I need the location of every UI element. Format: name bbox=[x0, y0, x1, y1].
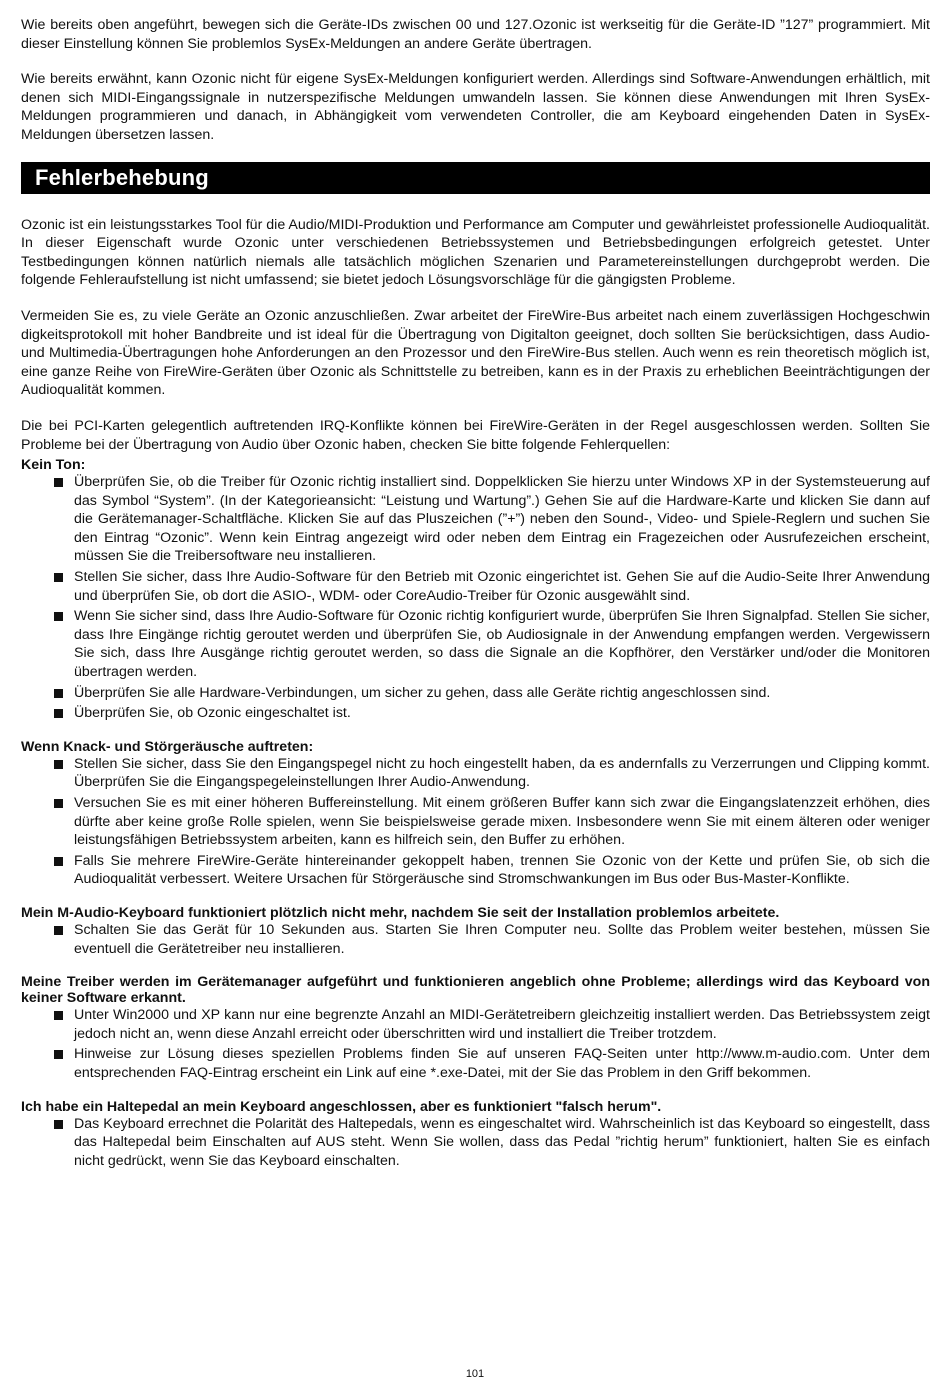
page-number: 101 bbox=[465, 1368, 485, 1380]
section-heading: Meine Treiber werden im Gerätemanager aufgeführt und funktionieren angeblich ohne Probleme; allerdings wird das Keyboard von keiner Software erkannt. bbox=[21, 974, 930, 1007]
square-bullet-icon bbox=[54, 709, 63, 718]
intro-paragraph-2: Wie bereits erwähnt, kann Ozonic nicht für eigene SysEx-Meldungen konfiguriert werden. Allerdings sind Software-Anwendungen erhältlich, mit denen sich MIDI-Eingangssignale in nutzerspezifische Meldungen umwandeln lassen. Sie können diese Anwendungen mit Ihren SysEx-Meldungen programmieren und danach, in Abhängigkeit vom verwendeten Controller, die am Keyboard eingehenden Daten in SysEx-Meldungen übersetzen lassen. bbox=[21, 71, 930, 143]
bullet-list bbox=[21, 1115, 930, 1171]
bullet-list bbox=[21, 921, 930, 958]
section-title: Fehlerbehebung bbox=[35, 164, 209, 190]
square-bullet-icon bbox=[54, 760, 63, 769]
body-paragraph-2: Vermeiden Sie es, zu viele Geräte an Ozonic anzuschließen. Zwar arbeitet der FireWire-Bus arbeitet nach einem zuverlässigen Hochgeschwin digkeitsprotokoll mit hoher Bandbreite und ist ideal für die Übertragung von Digitalton geeignet, doch sollten Sie berücksichtigen, dass Audio- und Multimedia-Übertragungen hohe Anforderungen an den Prozessor und den FireWire-Bus stellen. Auch wenn es rein theoretisch möglich ist, eine ganze Reihe von FireWire-Geräten über Ozonic als Schnittstelle zu betreiben, kann es in der Praxis zu erheblichen Beeinträchtigungen der Audioqualität kommen. bbox=[21, 307, 930, 399]
section-heading: Mein M-Audio-Keyboard funktioniert plötzlich nicht mehr, nachdem Sie seit der Installation problemlos arbeitete. bbox=[21, 904, 780, 921]
square-bullet-icon bbox=[54, 857, 63, 866]
list-item: Unter Win2000 und XP kann nur eine begrenzte Anzahl an MIDI-Gerätetreibern gleichzeitig installiert werden. Das Betriebssystem zeigt jedoch nicht an, wenn diese Anzahl erreicht oder überschritten wird und installiert die Treiber trotzdem. bbox=[21, 1006, 930, 1043]
document-page bbox=[21, 16, 930, 1186]
troubleshoot-section-keyboard-stopped bbox=[21, 905, 930, 958]
body-paragraph-3: Die bei PCI-Karten gelegentlich auftretenden IRQ-Konflikte können bei FireWire-Geräten in der Regel ausgeschlossen werden. Sollten Sie Probleme bei der Übertragung von Audio über Ozonic haben, checken Sie bitte folgende Fehlerquellen: bbox=[21, 417, 930, 453]
list-item: Hinweise zur Lösung dieses speziellen Problems finden Sie auf unseren FAQ-Seiten unter http://www.m-audio.com. Unter dem entsprechenden FAQ-Eintrag erscheint ein Link auf eine *.exe-Datei, mit der Sie das Problem in den Griff bekommen. bbox=[21, 1045, 930, 1082]
list-item: Überprüfen Sie, ob Ozonic eingeschaltet ist. bbox=[21, 704, 930, 723]
troubleshoot-section-sustain-pedal bbox=[21, 1099, 930, 1171]
list-item: Schalten Sie das Gerät für 10 Sekunden aus. Starten Sie Ihren Computer neu. Sollte das Problem weiter bestehen, müssen Sie eventuell die Gerätetreiber neu installieren. bbox=[21, 921, 930, 958]
list-item: Überprüfen Sie alle Hardware-Verbindungen, um sicher zu gehen, dass alle Geräte richtig angeschlossen sind. bbox=[21, 684, 930, 703]
square-bullet-icon bbox=[54, 926, 63, 935]
section-heading: Wenn Knack- und Störgeräusche auftreten: bbox=[21, 738, 314, 755]
list-item: Das Keyboard errechnet die Polarität des Haltepedals, wenn es eingeschaltet wird. Wahrscheinlich ist das Keyboard so eingestellt, dass das Haltepedal beim Einschalten auf AUS steht. Wenn Sie wollen, dass das Pedal ”richtig herum” funktioniert, halten Sie es einfach nicht gedrückt, wenn Sie das Keyboard einschalten. bbox=[21, 1115, 930, 1171]
intro-paragraph-1: Wie bereits oben angeführt, bewegen sich die Geräte-IDs zwischen 00 und 127.Ozonic ist werkseitig für die Geräte-ID ”127” programmiert. Mit dieser Einstellung können Sie problemlos SysEx-Meldungen an andere Geräte übertragen. bbox=[21, 17, 930, 52]
section-banner bbox=[21, 162, 930, 194]
square-bullet-icon bbox=[54, 612, 63, 621]
list-item: Stellen Sie sicher, dass Ihre Audio-Software für den Betrieb mit Ozonic eingerichtet ist. Gehen Sie auf die Audio-Seite Ihrer Anwendung und überprüfen Sie, ob dort die ASIO-, WDM- oder CoreAudio-Treiber für Ozonic ausgewählt sind. bbox=[21, 568, 930, 605]
square-bullet-icon bbox=[54, 1011, 63, 1020]
square-bullet-icon bbox=[54, 573, 63, 582]
list-item: Stellen Sie sicher, dass Sie den Eingangspegel nicht zu hoch eingestellt haben, da es andernfalls zu Verzerrungen und Clipping kommt. Überprüfen Sie die Eingangspegeleinstellungen Ihrer Audio-Anwendung. bbox=[21, 755, 930, 792]
section-heading: Kein Ton: bbox=[21, 457, 86, 474]
section-heading: Ich habe ein Haltepedal an mein Keyboard angeschlossen, aber es funktioniert "falsch herum". bbox=[21, 1098, 662, 1115]
square-bullet-icon bbox=[54, 1050, 63, 1059]
bullet-list bbox=[21, 473, 930, 723]
square-bullet-icon bbox=[54, 799, 63, 808]
body-paragraph-1: Ozonic ist ein leistungsstarkes Tool für die Audio/MIDI-Produktion und Performance am Computer und gewährleistet professionelle Audioqualität. In dieser Eigenschaft wurde Ozonic unter verschiedenen Betriebssystemen und Betriebsbedingungen erfolgreich getestet. Unter Testbedingungen können natürlich niemals alle tatsächlich möglichen Szenarien und Parametereinstellungen durchgeprobt werden. Die folgende Fehleraufstellung ist nicht umfassend; sie bietet jedoch Lösungsvorschläge für die gängigsten Probleme. bbox=[21, 216, 930, 289]
troubleshoot-section-no-sound bbox=[21, 457, 930, 723]
bullet-list bbox=[21, 755, 930, 889]
bullet-list bbox=[21, 1006, 930, 1082]
square-bullet-icon bbox=[54, 1120, 63, 1129]
square-bullet-icon bbox=[54, 478, 63, 487]
square-bullet-icon bbox=[54, 689, 63, 698]
troubleshoot-section-not-recognized bbox=[21, 974, 930, 1082]
troubleshoot-section-noise bbox=[21, 739, 930, 889]
list-item: Wenn Sie sicher sind, dass Ihre Audio-Software für Ozonic richtig konfiguriert wurde, überprüfen Sie Ihren Signalpfad. Stellen Sie sicher, dass Ihre Eingänge richtig geroutet werden und überprüfen Sie, ob Audiosignale in der Anwendung empfangen werden. Vergewissern Sie sich, dass Ihre Ausgänge richtig geroutet werden, so dass die Signale an die Kopfhörer, den Verstärker und/oder die Monitoren übertragen werden. bbox=[21, 607, 930, 681]
list-item: Versuchen Sie es mit einer höheren Buffereinstellung. Mit einem größeren Buffer kann sich zwar die Eingangslatenzzeit erhöhen, dies dürfte aber keine große Rolle spielen, wenn Sie beispielsweise gerade mixen. Insbesondere wenn Sie mit einem älteren oder weniger leistungsfähigen Betriebssystem arbeiten, kann es hilfreich sein, den Buffer zu erhöhen. bbox=[21, 794, 930, 850]
list-item: Überprüfen Sie, ob die Treiber für Ozonic richtig installiert sind. Doppelklicken Sie hierzu unter Windows XP in der Systemsteuerung auf das Symbol “System”. (In der Kategorieansicht: “Leistung und Wartung”.) Gehen Sie auf die Hardware-Karte und klicken Sie dann auf die Gerätemanager-Schaltfläche. Klicken Sie auf das Pluszeichen (”+”) neben den Sound-, Video- und Spiele-Reglern und suchen Sie den Eintrag “Ozonic”. Wenn kein Eintrag angezeigt wird oder neben dem Eintrag ein Fragezeichen oder Ausrufezeichen erscheint, müssen Sie die Treibersoftware neu installieren. bbox=[21, 473, 930, 566]
list-item: Falls Sie mehrere FireWire-Geräte hintereinander gekoppelt haben, trennen Sie Ozonic von der Kette und prüfen Sie, ob sich die Audioqualität verbessert. Weitere Ursachen für Störgeräusche sind Stromschwankungen im Bus oder Bus-Master-Konflikte. bbox=[21, 852, 930, 889]
